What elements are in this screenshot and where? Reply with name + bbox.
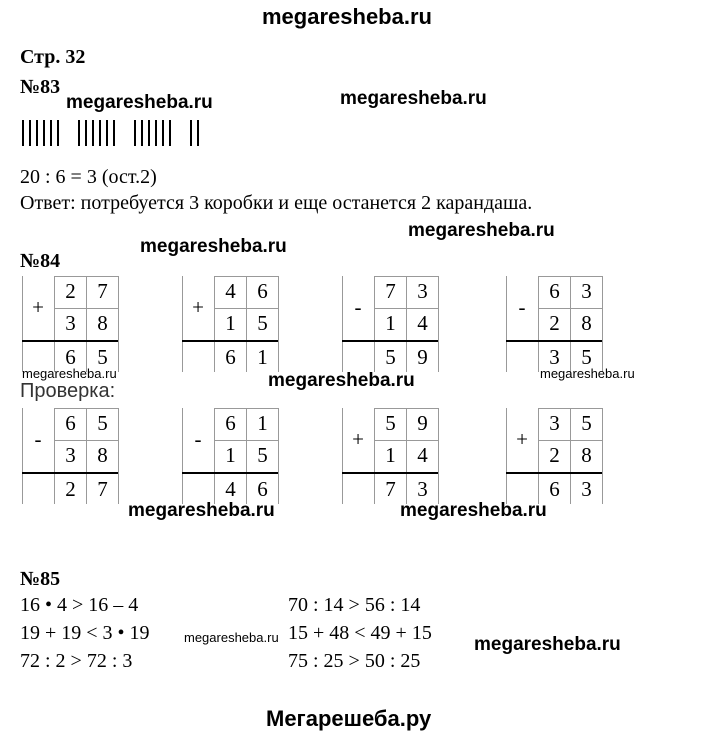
comparison-right: 70 : 14 > 56 : 14: [288, 594, 421, 616]
operand-digit: 5: [385, 411, 396, 435]
operand-digit: 9: [417, 411, 428, 435]
watermark-inline: megaresheba.ru: [22, 366, 117, 381]
watermark-bottom: Мегарешеба.ру: [266, 706, 432, 731]
watermark-inline: megaresheba.ru: [474, 634, 621, 655]
result-digit: 7: [97, 477, 108, 501]
column-calculation: [342, 408, 438, 504]
operand-digit: 1: [257, 411, 268, 435]
page-label: Стр. 32: [20, 46, 86, 68]
operand-digit: 5: [257, 443, 268, 467]
operand-digit: 4: [417, 443, 428, 467]
grid-line: [506, 276, 507, 372]
operand-digit: 2: [549, 311, 560, 335]
watermark-inline: megaresheba.ru: [184, 630, 279, 645]
watermark-top: megaresheba.ru: [262, 4, 432, 29]
grid-line: [278, 276, 279, 372]
grid-line: [118, 408, 119, 504]
result-digit: 9: [417, 345, 428, 369]
result-digit: 3: [581, 477, 592, 501]
result-digit: 6: [549, 477, 560, 501]
watermark-inline: megaresheba.ru: [340, 88, 487, 109]
column-calculation: [22, 408, 118, 504]
comparison-right: 15 + 48 < 49 + 15: [288, 622, 432, 644]
result-digit: 5: [581, 345, 592, 369]
column-calculation: [506, 408, 602, 504]
operand-digit: 2: [549, 443, 560, 467]
operand-digit: 2: [65, 279, 76, 303]
watermark-inline: megaresheba.ru: [268, 370, 415, 391]
operand-digit: 6: [225, 411, 236, 435]
watermark-inline: megaresheba.ru: [128, 500, 275, 521]
column-calculation: [182, 276, 278, 372]
operand-digit: 6: [257, 279, 268, 303]
operand-digit: 8: [581, 311, 592, 335]
grid-line: [506, 408, 507, 504]
operator-sign: +: [192, 295, 204, 319]
watermark-inline: megaresheba.ru: [400, 500, 547, 521]
operand-digit: 1: [225, 443, 236, 467]
result-digit: 2: [65, 477, 76, 501]
operator-sign: +: [516, 427, 528, 451]
result-digit: 3: [417, 477, 428, 501]
watermark-inline: megaresheba.ru: [540, 366, 635, 381]
operand-digit: 8: [97, 311, 108, 335]
operand-digit: 5: [257, 311, 268, 335]
result-digit: 5: [97, 345, 108, 369]
operand-digit: 1: [385, 443, 396, 467]
grid-line: [182, 408, 183, 504]
grid-line: [278, 408, 279, 504]
task-83-number: №83: [20, 76, 61, 98]
operand-digit: 5: [581, 411, 592, 435]
column-calculation: [342, 276, 438, 372]
grid-line: [22, 276, 23, 372]
grid-line: [22, 408, 23, 504]
comparison-left: 72 : 2 > 72 : 3: [20, 650, 133, 672]
operator-sign: -: [518, 295, 526, 319]
watermark-inline: megaresheba.ru: [140, 236, 287, 257]
operand-digit: 6: [549, 279, 560, 303]
operand-digit: 3: [581, 279, 592, 303]
grid-line: [602, 276, 603, 372]
operator-sign: -: [354, 295, 362, 319]
column-calculation: [22, 276, 118, 372]
result-digit: 5: [385, 345, 396, 369]
result-digit: 4: [225, 477, 236, 501]
operator-sign: +: [32, 295, 44, 319]
operator-sign: -: [34, 427, 42, 451]
operand-digit: 7: [97, 279, 108, 303]
operator-sign: -: [194, 427, 202, 451]
grid-line: [342, 276, 343, 372]
operand-digit: 3: [65, 311, 76, 335]
result-digit: 3: [549, 345, 560, 369]
comparison-right: 75 : 25 > 50 : 25: [288, 650, 421, 672]
operand-digit: 1: [225, 311, 236, 335]
result-digit: 6: [257, 477, 268, 501]
operand-digit: 8: [581, 443, 592, 467]
watermark-inline: megaresheba.ru: [66, 92, 213, 113]
comparison-left: 16 • 4 > 16 – 4: [20, 594, 139, 616]
operand-digit: 8: [97, 443, 108, 467]
column-calculation: [182, 408, 278, 504]
result-digit: 6: [65, 345, 76, 369]
operand-digit: 5: [97, 411, 108, 435]
operand-digit: 6: [65, 411, 76, 435]
task-83-answer: Ответ: потребуется 3 коробки и еще останется 2 карандаша.: [20, 192, 533, 214]
check-label: Проверка:: [20, 380, 116, 402]
operand-digit: 3: [417, 279, 428, 303]
column-calculation: [506, 276, 602, 372]
result-digit: 7: [385, 477, 396, 501]
operand-digit: 3: [65, 443, 76, 467]
grid-line: [182, 276, 183, 372]
task-84-number: №84: [20, 250, 61, 272]
grid-line: [438, 276, 439, 372]
operand-digit: 7: [385, 279, 396, 303]
grid-line: [342, 408, 343, 504]
task-85-number: №85: [20, 568, 61, 590]
watermark-inline: megaresheba.ru: [408, 220, 555, 241]
result-digit: 1: [257, 345, 268, 369]
result-digit: 6: [225, 345, 236, 369]
operand-digit: 4: [417, 311, 428, 335]
operand-digit: 1: [385, 311, 396, 335]
pencil-sticks-illustration: [22, 120, 204, 151]
grid-line: [438, 408, 439, 504]
comparison-left: 19 + 19 < 3 • 19: [20, 622, 150, 644]
operand-digit: 3: [549, 411, 560, 435]
operand-digit: 4: [225, 279, 236, 303]
operator-sign: +: [352, 427, 364, 451]
grid-line: [118, 276, 119, 372]
task-83-equation: 20 : 6 = 3 (ост.2): [20, 166, 157, 188]
grid-line: [602, 408, 603, 504]
